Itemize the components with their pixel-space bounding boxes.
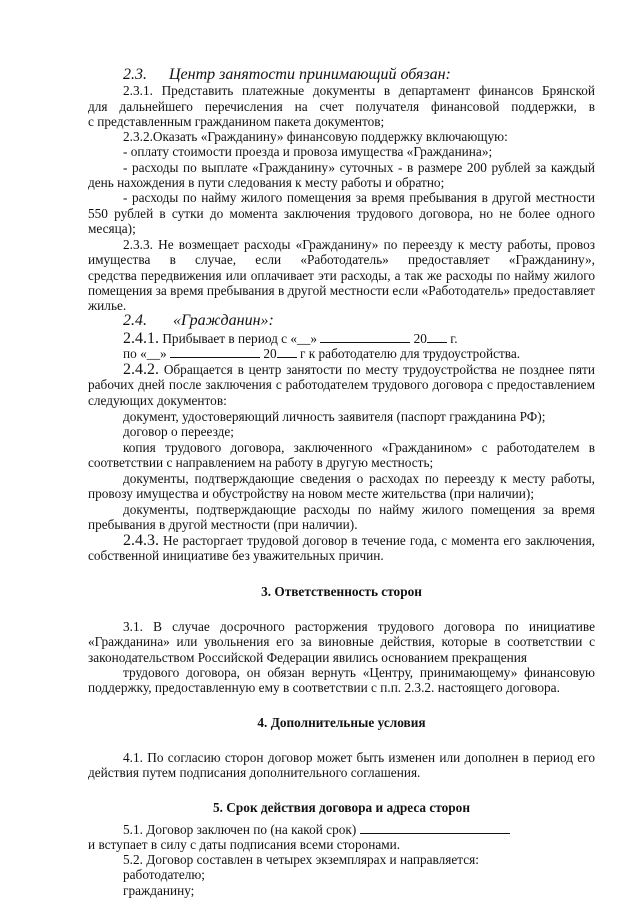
- section-2-3-heading: [123, 67, 630, 83]
- term-blank: [360, 822, 510, 834]
- paragraph-line-2-4-3: [123, 533, 595, 549]
- section-4-heading: 4. Дополнительные условия: [257, 714, 426, 730]
- paragraph-line: трудового договора, он обязан вернуть «Центру, принимающему» финансовую: [123, 664, 595, 680]
- list-item: документы, подтверждающие сведения о расходах по переезду к месту работы,: [123, 471, 595, 486]
- year-blank: [277, 346, 297, 358]
- paragraph-line: рабочих дней после заключения с работодателем трудового договора с предоставлением: [88, 377, 595, 393]
- list-item: договор о переезде;: [123, 424, 234, 440]
- paragraph-line: провозу имущества и обустройству на новом месте жительства (при наличии);: [88, 486, 535, 502]
- paragraph-line: поддержку, предоставленную ему в соответствии с п.п. 2.3.2. настоящего договора.: [88, 680, 560, 696]
- list-item: документы, подтверждающие расходы по найму жилого помещения за время: [123, 501, 595, 517]
- paragraph-line: день нахождения в пути следования к месту работы и обратно;: [88, 174, 445, 190]
- list-item: - расходы по выплате «Гражданину» суточных - в размере 200 рублей за каждый: [123, 159, 595, 175]
- paragraph-line: для дальнейшего перечисления на счет получателя финансовой поддержки, в: [88, 98, 595, 114]
- paragraph-line: 5.2. Договор составлен в четырех экземплярах и направляется:: [123, 852, 479, 868]
- date-blank: [320, 331, 410, 343]
- item-number: 2.4.3.: [123, 533, 159, 550]
- year-prefix: 20: [413, 330, 427, 346]
- paragraph-line: имущества в случае, если «Работодатель» предоставляет «Гражданину»,: [88, 252, 595, 268]
- list-item: - оплату стоимости проезда и провоза имущества «Гражданина»;: [123, 144, 493, 160]
- paragraph-line-2-4-2: [123, 362, 595, 378]
- year-prefix: 20: [263, 345, 277, 361]
- line-text: 5.1. Договор заключен по (на какой срок): [123, 821, 357, 837]
- line-text: Прибывает в период с «__»: [162, 330, 317, 346]
- line-text: Не расторгает трудовой договор в течение года, с момента его заключения,: [163, 533, 595, 549]
- paragraph-line: 3.1. В случае досрочного расторжения трудового договора по инициативе: [123, 619, 595, 635]
- paragraph-line: помещения за время пребывания в другой местности если «Работодатель» предоставляет: [88, 282, 595, 298]
- paragraph-line: 550 рублей в сутки до момента заключения трудового договора, но не более одного: [88, 205, 595, 221]
- paragraph-line: собственной инициативе без уважительных причин.: [88, 548, 384, 564]
- paragraph-line: 2.3.3. Не возмещает расходы «Гражданину» по переезду к месту работы, провоз: [123, 237, 595, 252]
- paragraph-line: действия путем подписания дополнительного соглашения.: [88, 765, 421, 781]
- list-item: работодателю;: [123, 867, 205, 883]
- paragraph-line: [123, 346, 630, 362]
- section-number: 2.4.: [123, 312, 147, 330]
- paragraph-line: и вступает в силу с даты подписания всеми сторонами.: [88, 836, 401, 852]
- paragraph-line: средства передвижения или оплачивает эти расходы, а так же расходы по найму жилого: [88, 267, 595, 283]
- list-item: - расходы по найму жилого помещения за время пребывания в другой местности: [123, 190, 595, 206]
- section-2-4-heading: [123, 313, 630, 329]
- paragraph-line-2-4-1: [123, 331, 630, 347]
- section-title: «Гражданин»:: [173, 312, 274, 330]
- section-5-heading: 5. Срок действия договора и адреса сторон: [213, 799, 470, 815]
- list-item: гражданину;: [123, 882, 195, 898]
- line-text: Обращается в центр занятости по месту трудоустройства не позднее пяти: [163, 362, 595, 378]
- item-number: 2.4.2.: [123, 362, 159, 379]
- year-suffix: г.: [450, 330, 458, 346]
- paragraph-line: «Гражданина» или увольнения его за виновные действия, которые в соответствии с: [88, 634, 595, 650]
- list-item: копия трудового договора, заключенного «Гражданином» с работодателем в: [123, 439, 595, 455]
- line-text: г к работодателю для трудоустройства.: [299, 345, 521, 361]
- year-blank: [427, 331, 447, 343]
- date-blank: [170, 346, 260, 358]
- paragraph-line: следующих документов:: [88, 392, 227, 408]
- paragraph-line: [123, 822, 630, 838]
- paragraph-line: пребывания в другой местности (при наличии).: [88, 516, 358, 532]
- paragraph-line: 2.3.1. Представить платежные документы в департамент финансов Брянской: [123, 83, 595, 99]
- paragraph-line: 4.1. По согласию сторон договор может быть изменен или дополнен в период его: [123, 749, 595, 765]
- section-title: Центр занятости принимающий обязан:: [169, 66, 451, 83]
- paragraph-line: соответствии с направлением на работу в другую местность;: [88, 454, 434, 470]
- item-number: 2.4.1.: [123, 329, 159, 347]
- section-3-heading: 3. Ответственность сторон: [261, 583, 422, 599]
- list-item: документ, удостоверяющий личность заявителя (паспорт гражданина РФ);: [123, 409, 546, 424]
- paragraph-line: жилье.: [88, 298, 127, 314]
- paragraph-line: 2.3.2.Оказать «Гражданину» финансовую поддержку включающую:: [123, 129, 508, 145]
- paragraph-line: законодательством Российской Федерации явились основанием прекращения: [88, 649, 527, 665]
- line-text: по «__»: [123, 345, 167, 361]
- section-number: 2.3.: [123, 66, 147, 83]
- paragraph-line: месяца);: [88, 220, 136, 236]
- paragraph-line: с представленным гражданином пакета документов;: [88, 113, 385, 129]
